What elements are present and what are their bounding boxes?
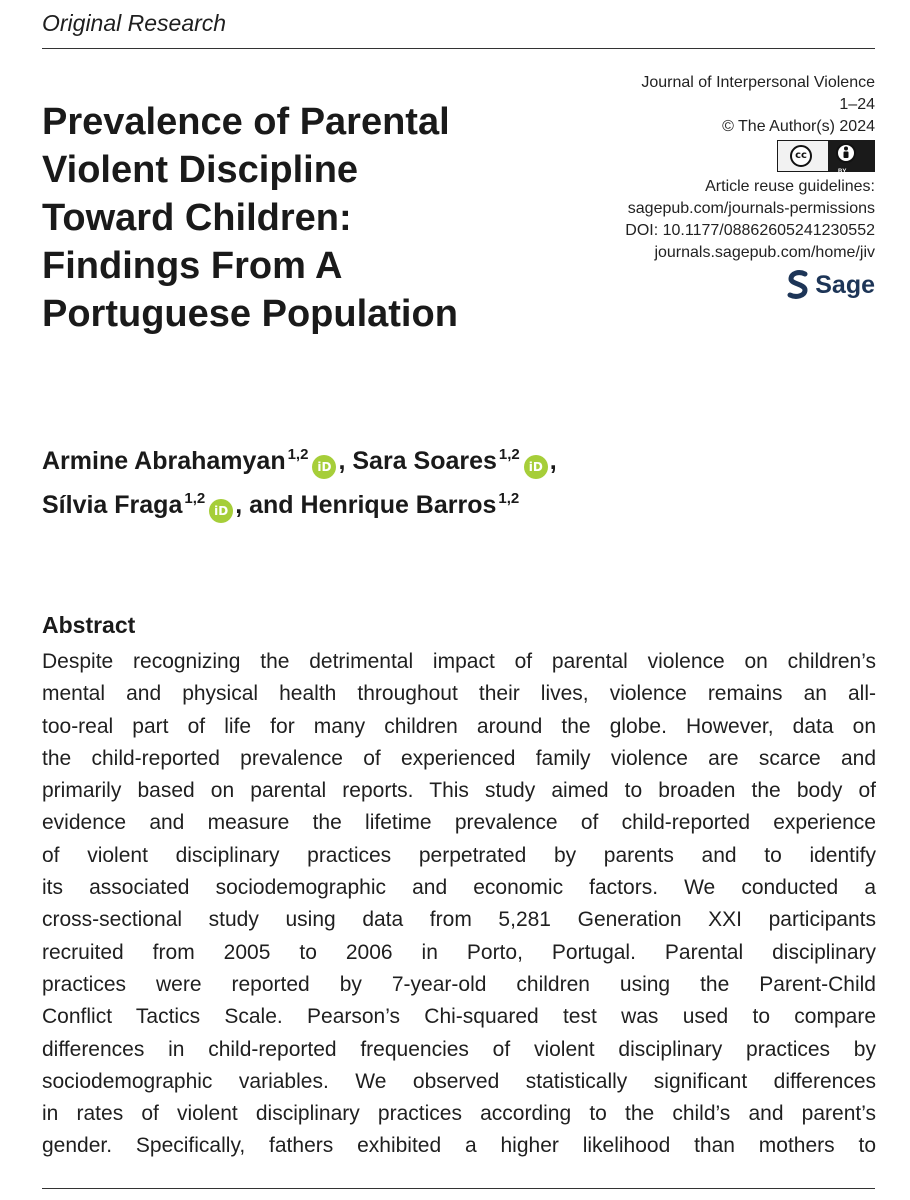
- article-title: [42, 98, 562, 338]
- orcid-icon[interactable]: iD: [312, 455, 336, 479]
- abstract-line: the child-reported prevalence of experienced family violence are scarce and: [42, 746, 876, 770]
- abstract-line: cross-sectional study using data from 5,281 Generation XXI participants: [42, 908, 876, 932]
- abstract-line: primarily based on parental reports. This study aimed to broaden the body of: [42, 779, 876, 803]
- abstract-line: mental and physical health throughout their lives, violence remains an all-: [42, 682, 876, 706]
- abstract-line: its associated sociodemographic and economic factors. We conducted a: [42, 876, 876, 900]
- author-name: Sara Soares: [352, 447, 497, 475]
- author-line: [42, 436, 872, 480]
- author-name: Henrique Barros: [300, 491, 497, 519]
- abstract-heading: Abstract: [42, 612, 136, 638]
- author-list: [42, 436, 872, 524]
- reuse-label: Article reuse guidelines:: [705, 178, 875, 195]
- page-range: 1–24: [839, 96, 875, 113]
- abstract-body: [42, 646, 876, 1163]
- sage-logo[interactable]: [787, 270, 875, 300]
- by-label: BY: [838, 169, 847, 175]
- abstract-line: in rates of violent disciplinary practices according to the child’s and parent’s: [42, 1102, 876, 1126]
- attribution-person-icon: [836, 143, 856, 163]
- abstract-line: Conflict Tactics Scale. Pearson’s Chi-squared test was used to compare: [42, 1005, 876, 1029]
- title-line: Findings From A: [42, 245, 343, 287]
- doi[interactable]: DOI: 10.1177/08862605241230552: [625, 222, 875, 239]
- sage-wordmark: Sage: [815, 271, 875, 299]
- abstract-line: evidence and measure the lifetime prevalence of child-reported experience: [42, 811, 876, 835]
- affiliation-marker: 1,2: [184, 490, 206, 507]
- author-line: [42, 480, 872, 524]
- title-line: Prevalence of Parental: [42, 101, 450, 143]
- bottom-divider: [42, 1188, 875, 1189]
- journal-url[interactable]: journals.sagepub.com/home/jiv: [654, 244, 875, 261]
- abstract-line: sociodemographic variables. We observed statistically significant differences: [42, 1069, 876, 1093]
- title-line: Violent Discipline: [42, 149, 359, 191]
- journal-name: Journal of Interpersonal Violence: [641, 74, 875, 91]
- top-divider: [42, 48, 875, 49]
- affiliation-marker: 1,2: [498, 446, 520, 463]
- abstract-line: differences in child-reported frequencies of violent disciplinary practices by: [42, 1037, 876, 1061]
- title-line: Toward Children:: [42, 197, 352, 239]
- abstract-line: of violent disciplinary practices perpetrated by parents and to identify: [42, 843, 876, 867]
- orcid-icon[interactable]: iD: [524, 455, 548, 479]
- author-name: Armine Abrahamyan: [42, 447, 286, 475]
- title-line: Portuguese Population: [42, 293, 458, 335]
- abstract-line: practices were reported by 7-year-old children using the Parent-Child: [42, 972, 876, 996]
- journal-meta: [545, 72, 875, 307]
- cc-icon: cc: [790, 145, 812, 167]
- copyright: © The Author(s) 2024: [722, 118, 875, 135]
- abstract-line: Despite recognizing the detrimental impact of parental violence on children’s: [42, 650, 876, 673]
- author-separator: , and: [235, 491, 301, 519]
- reuse-link[interactable]: sagepub.com/journals-permissions: [627, 200, 875, 217]
- author-separator: ,: [338, 447, 353, 475]
- abstract-line: recruited from 2005 to 2006 in Porto, Portugal. Parental disciplinary: [42, 940, 876, 964]
- affiliation-marker: 1,2: [498, 490, 520, 507]
- section-label: Original Research: [42, 10, 227, 36]
- cc-by-license-icon[interactable]: [777, 140, 875, 175]
- abstract-line: too-real part of life for many children around the globe. However, data on: [42, 714, 876, 738]
- affiliation-marker: 1,2: [287, 446, 309, 463]
- sage-s-icon: [787, 270, 809, 300]
- orcid-icon[interactable]: iD: [209, 499, 233, 523]
- abstract-line: gender. Specifically, fathers exhibited a higher likelihood than mothers to: [42, 1134, 876, 1158]
- author-name: Sílvia Fraga: [42, 491, 183, 519]
- author-separator: ,: [549, 447, 557, 475]
